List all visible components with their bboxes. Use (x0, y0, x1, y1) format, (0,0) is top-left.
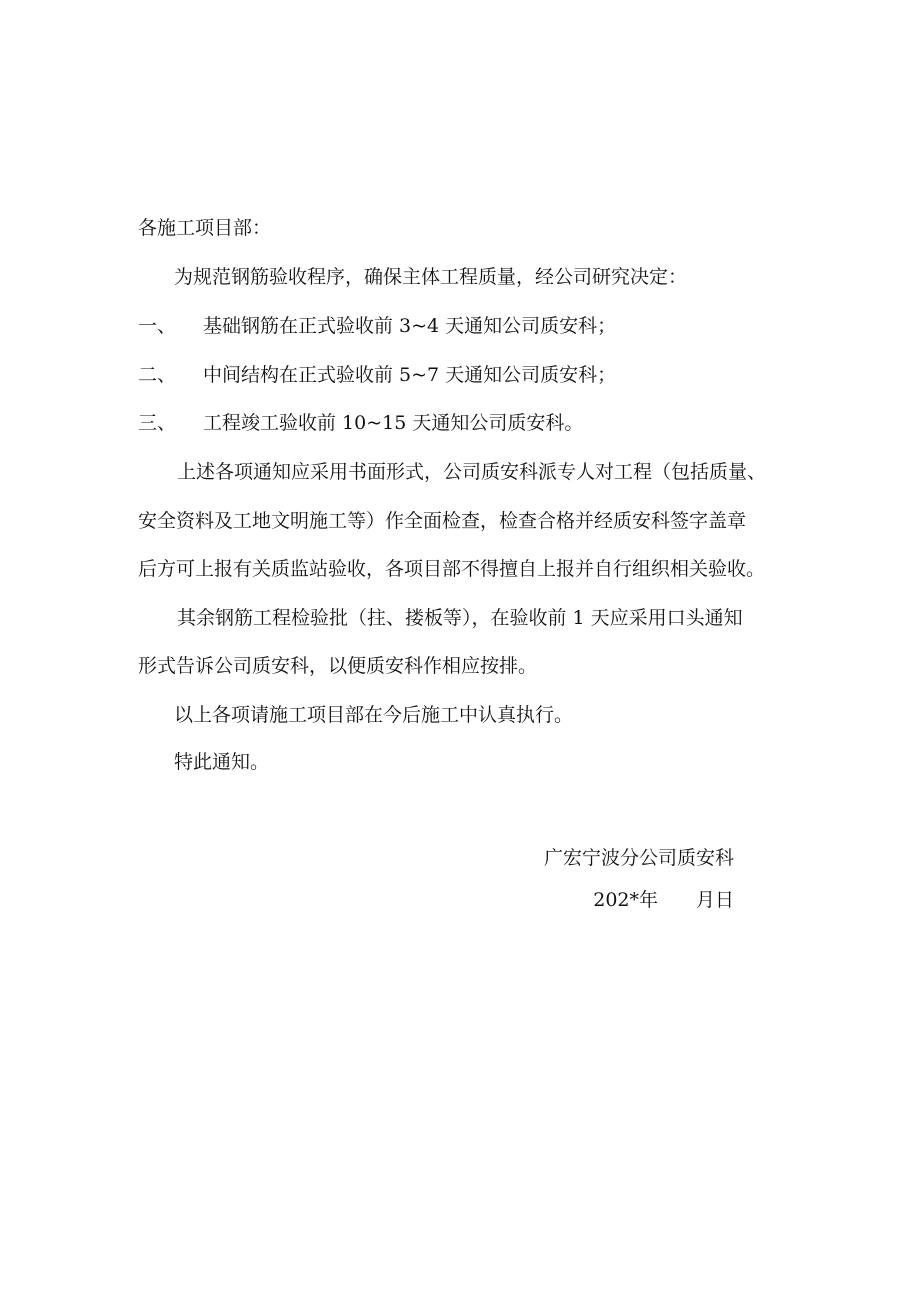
paragraph-line: 上述各项通知应采用书面形式，公司质安科派专人对工程（包括质量、 (177, 461, 767, 483)
item-text: 中间结构在正式验收前 5~7 天通知公司质安科； (203, 364, 617, 386)
paragraph-line: 后方可上报有关质监站验收，各项目部不得擅自上报并自行组织相关验收。 (138, 558, 766, 580)
intro-paragraph: 为规范钢筋验收程序，确保主体工程质量，经公司研究决定： (174, 266, 688, 288)
signature-department: 广宏宁波分公司质安科 (543, 847, 734, 869)
salutation: 各施工项目部： (138, 217, 272, 239)
execution-paragraph: 以上各项请施工项目部在今后施工中认真执行。 (174, 704, 574, 726)
paragraph-line: 安全资料及工地文明施工等）作全面检查，检查合格并经质安科签字盖章 (138, 510, 747, 532)
item-text: 工程竣工验收前 10~15 天通知公司质安科。 (203, 412, 584, 434)
paragraph-line: 形式告诉公司质安科，以便质安科作相应按排。 (138, 655, 538, 677)
item-number: 一、 (138, 315, 177, 337)
item-number: 二、 (138, 364, 177, 386)
item-number: 三、 (138, 412, 177, 434)
item-text: 基础钢筋在正式验收前 3~4 天通知公司质安科； (203, 315, 617, 337)
paragraph-line: 其余钢筋工程检验批（拄、搂板等），在验收前 1 天应采用口头通知 (177, 607, 743, 629)
closing-line: 特此通知。 (174, 751, 270, 773)
signature-date: 202*年 月日 (593, 889, 734, 911)
